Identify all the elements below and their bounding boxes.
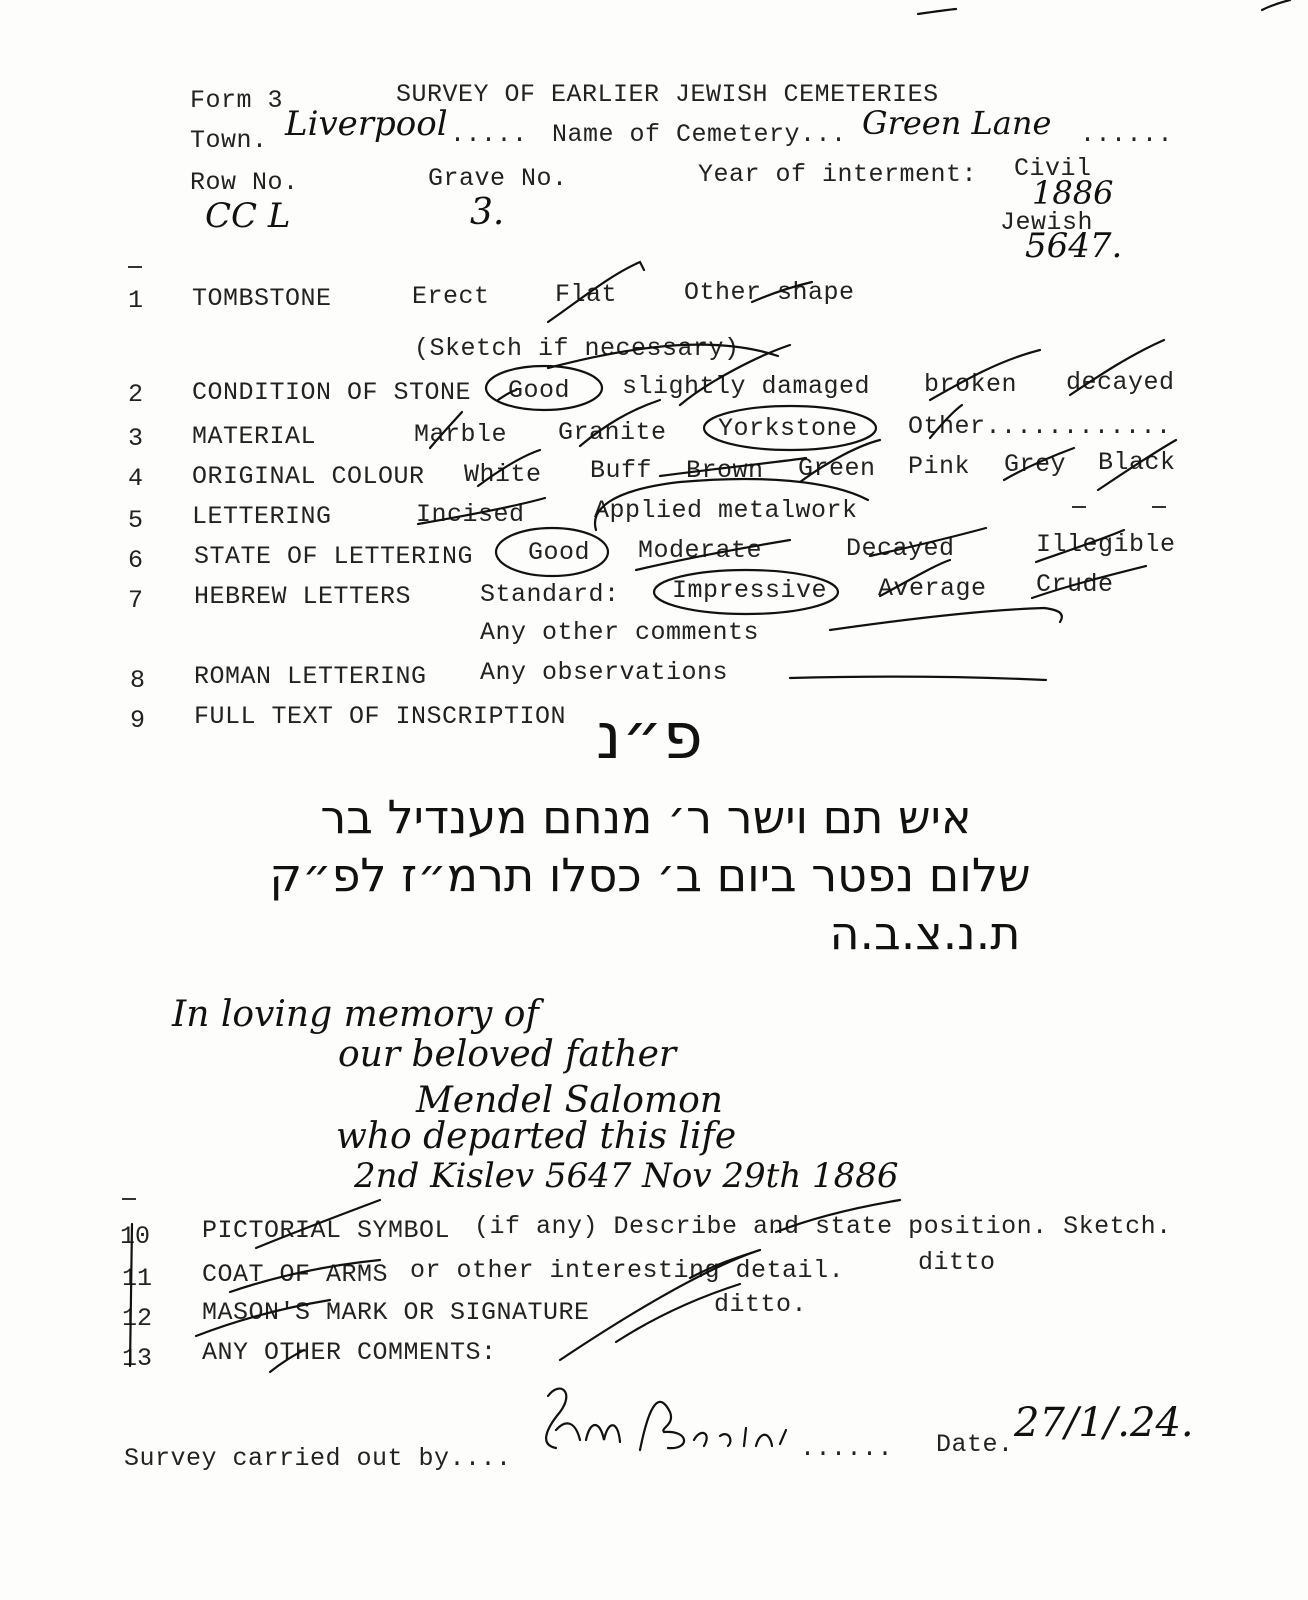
item-number: 5 xyxy=(128,506,144,535)
survey-dots: ...... xyxy=(800,1434,894,1463)
coat-of-arms-note: or other interesting detail. xyxy=(410,1256,845,1285)
item-label-material: MATERIAL xyxy=(192,422,317,451)
item-label-state-of-lettering: STATE OF LETTERING xyxy=(194,542,474,571)
jewish-label: Jewish xyxy=(1000,208,1094,237)
option-impressive: Impressive xyxy=(672,576,828,605)
masons-mark-ditto: ditto. xyxy=(714,1290,808,1319)
option-white: White xyxy=(464,460,542,489)
option-grey: Grey xyxy=(1004,450,1067,479)
option-erect: Erect xyxy=(412,282,490,311)
row-value: CC L xyxy=(205,196,291,236)
item-number: 4 xyxy=(128,464,144,493)
pictorial-symbol-note: (if any) Describe and state position. Sketch. xyxy=(474,1212,1172,1241)
date-label: Date. xyxy=(936,1430,1014,1459)
town-value: Liverpool xyxy=(285,104,448,144)
item-number: 11 xyxy=(122,1264,153,1293)
option-granite: Granite xyxy=(558,418,667,447)
jewish-value: 5647. xyxy=(1025,226,1123,266)
option-marble: Marble xyxy=(414,420,508,449)
item-label-hebrew-letters: HEBREW LETTERS xyxy=(194,582,412,611)
item-label-tombstone: TOMBSTONE xyxy=(192,284,332,313)
item-label-roman-lettering: ROMAN LETTERING xyxy=(194,662,427,691)
signature xyxy=(546,1389,786,1450)
coat-of-arms-ditto: ditto xyxy=(918,1248,996,1277)
item-label-pictorial-symbol: PICTORIAL SYMBOL xyxy=(202,1216,451,1245)
english-line: who departed this life xyxy=(336,1116,737,1157)
civil-label: Civil xyxy=(1014,154,1092,183)
option-green: Green xyxy=(798,454,876,483)
option-yorkstone: Yorkstone xyxy=(718,414,858,443)
option-crude: Crude xyxy=(1036,570,1114,599)
item-number: 3 xyxy=(128,424,144,453)
option-buff: Buff xyxy=(590,456,653,485)
hebrew-line: ת.נ.צ.ב.ה xyxy=(829,906,1021,960)
item-number: 13 xyxy=(122,1344,153,1373)
roman-observations-label: Any observations xyxy=(480,658,729,687)
option-illegible: Illegible xyxy=(1036,530,1176,559)
item-number: 7 xyxy=(128,586,144,615)
form-number: Form 3 xyxy=(190,86,284,115)
item-number: 12 xyxy=(122,1304,153,1333)
option-incised: Incised xyxy=(416,500,525,529)
option-slightly-damaged: slightly damaged xyxy=(622,372,871,401)
item-label-masons-mark: MASON'S MARK OR SIGNATURE xyxy=(202,1298,590,1327)
row-label: Row No. xyxy=(190,168,299,197)
item-number: 9 xyxy=(130,706,146,735)
item-number: 6 xyxy=(128,546,144,575)
town-label: Town. xyxy=(190,126,268,155)
grave-value: 3. xyxy=(470,192,505,233)
item-label-coat-of-arms: COAT OF ARMS xyxy=(202,1260,389,1289)
year-label: Year of interment: xyxy=(698,160,978,189)
english-line: In loving memory of xyxy=(172,994,539,1035)
option-flat: Flat xyxy=(555,280,618,309)
option-average: Average xyxy=(878,574,987,603)
form-title: SURVEY OF EARLIER JEWISH CEMETERIES xyxy=(396,80,939,109)
cemetery-label: Name of Cemetery... xyxy=(552,120,847,149)
option-broken: broken xyxy=(924,370,1018,399)
item-number: 8 xyxy=(130,666,146,695)
item-label-other-comments: ANY OTHER COMMENTS: xyxy=(202,1338,497,1367)
english-line: our beloved father xyxy=(338,1034,677,1075)
hebrew-line: שלום נפטר ביום ב׳ כסלו תרמ״ז לפ״ק xyxy=(269,848,1031,902)
civil-value: 1886 xyxy=(1032,174,1114,212)
option-moderate: Moderate xyxy=(638,536,763,565)
hebrew-heading: פ״נ xyxy=(596,700,703,774)
cemetery-dots: ...... xyxy=(1080,120,1174,149)
option-brown: Brown xyxy=(686,456,764,485)
cemetery-value: Green Lane xyxy=(862,104,1052,142)
hebrew-comments-label: Any other comments xyxy=(480,618,760,647)
option-decayed: decayed xyxy=(1066,368,1175,397)
survey-label: Survey carried out by.... xyxy=(124,1444,512,1473)
sketch-note: (Sketch if necessary) xyxy=(414,334,740,363)
town-dots: ..... xyxy=(450,120,528,149)
option-pink: Pink xyxy=(908,452,971,481)
option-good: Good xyxy=(508,376,571,405)
grave-label: Grave No. xyxy=(428,164,568,193)
option-other-shape: Other shape xyxy=(684,278,855,307)
option-decayed: Decayed xyxy=(846,534,955,563)
option-black: Black xyxy=(1098,448,1176,477)
english-line: Mendel Salomon xyxy=(416,1080,723,1121)
english-line: 2nd Kislev 5647 Nov 29th 1886 xyxy=(354,1156,899,1196)
item-label-condition: CONDITION OF STONE xyxy=(192,378,472,407)
option-good: Good xyxy=(528,538,591,567)
item-label-colour: ORIGINAL COLOUR xyxy=(192,462,425,491)
option-applied-metalwork: Applied metalwork xyxy=(594,496,858,525)
date-value: 27/1/.24. xyxy=(1014,1400,1194,1446)
item-label-lettering: LETTERING xyxy=(192,502,332,531)
standard-label: Standard: xyxy=(480,580,620,609)
item-number: 1 xyxy=(128,286,144,315)
item-number: 2 xyxy=(128,380,144,409)
item-number: 10 xyxy=(120,1222,151,1251)
hebrew-line: איש תם וישר ר׳ מנחם מענדיל בר xyxy=(320,790,972,844)
option-other: Other............ xyxy=(908,412,1172,441)
item-label-full-text: FULL TEXT OF INSCRIPTION xyxy=(194,702,567,731)
